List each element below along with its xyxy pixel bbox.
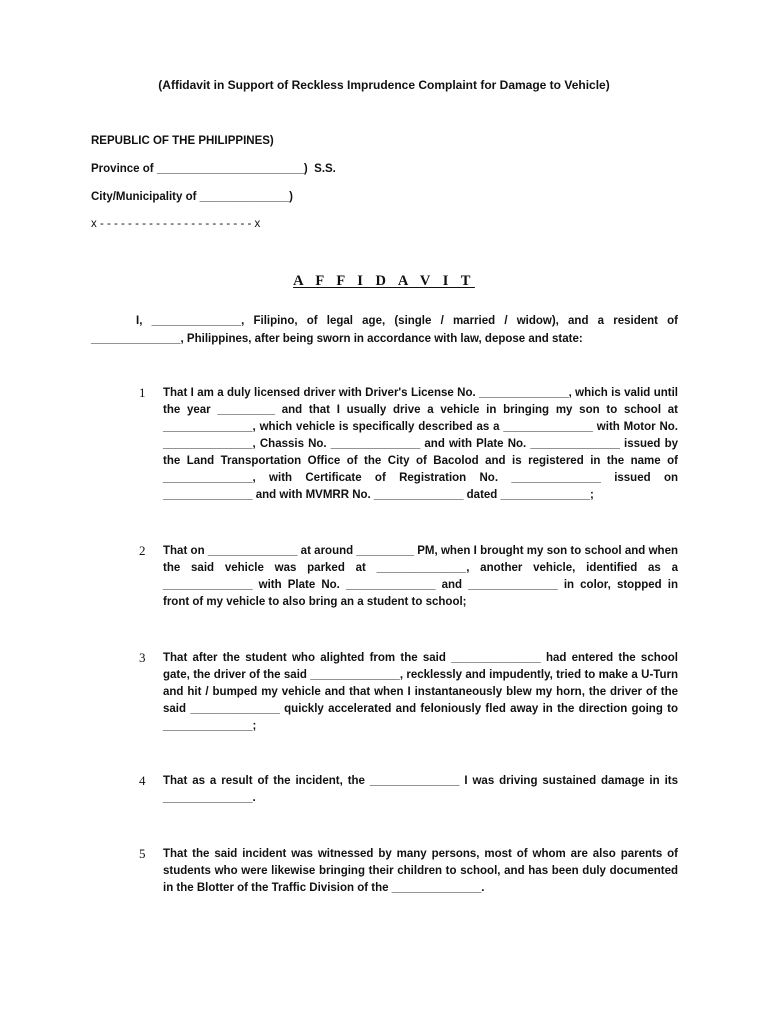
item-text: That the said incident was witnessed by many persons, most of whom are also parents of students who were likewise bringing their children to school, and has been duly documented in the Blotter of the Traffic Division of the ______________. xyxy=(163,848,678,894)
document-subtitle: (Affidavit in Support of Reckless Imprudence Complaint for Damage to Vehicle) xyxy=(158,78,610,92)
item-text: That as a result of the incident, the ______________ I was driving sustained damage in its ______________. xyxy=(163,775,678,804)
item-number: 4 xyxy=(139,773,146,788)
venue-city: City/Municipality of ______________) xyxy=(91,191,293,203)
item-number: 3 xyxy=(139,650,146,665)
item-text: That after the student who alighted from the said ______________ had entered the school gate, the driver of the said ______________, recklessly and impudently, tried to make a U-Turn and hit / bumped my vehicle and that when I instantaneously blew my horn, the driver of the said ______________ quickly accelerated and feloniously fled away in the direction going to ______________; xyxy=(163,652,678,732)
item-number: 1 xyxy=(139,385,146,400)
item-text: That on ______________ at around _________ PM, when I brought my son to school and when the said vehicle was parked at ______________, another vehicle, identified as a ______________ with Plate No. ______________ and ______________ in color, stopped in front of my vehicle to also bring an a student to school; xyxy=(163,545,678,608)
item-number: 5 xyxy=(139,846,146,861)
document-heading: A F F I D A V I T xyxy=(293,273,475,289)
venue-republic: REPUBLIC OF THE PHILIPPINES) xyxy=(91,135,274,147)
item-text: That I am a duly licensed driver with Driver's License No. ______________, which is valid until the year _________ and that I usually drive a vehicle in bringing my son to school at ______________, which vehicle is specifically described as a ______________ with Motor No. ______________, Chassis No. ______________ and with Plate No. ______________ issued by the Land Transportation Office of the City of Bacolod and is registered in the name of ______________, with Certificate of Registration No. ______________ issued on ______________ and with MVMRR No. ______________ dated ______________; xyxy=(163,387,678,501)
venue-separator: x - - - - - - - - - - - - - - - - - - - - - - x xyxy=(91,218,261,230)
intro-paragraph: I, ______________, Filipino, of legal age, (single / married / widow), and a resident of ______________, Philippines, after being sworn in accordance with law, depose and state: xyxy=(91,315,678,345)
venue-province: Province of _______________________) S.S. xyxy=(91,163,336,175)
item-number: 2 xyxy=(139,543,146,558)
